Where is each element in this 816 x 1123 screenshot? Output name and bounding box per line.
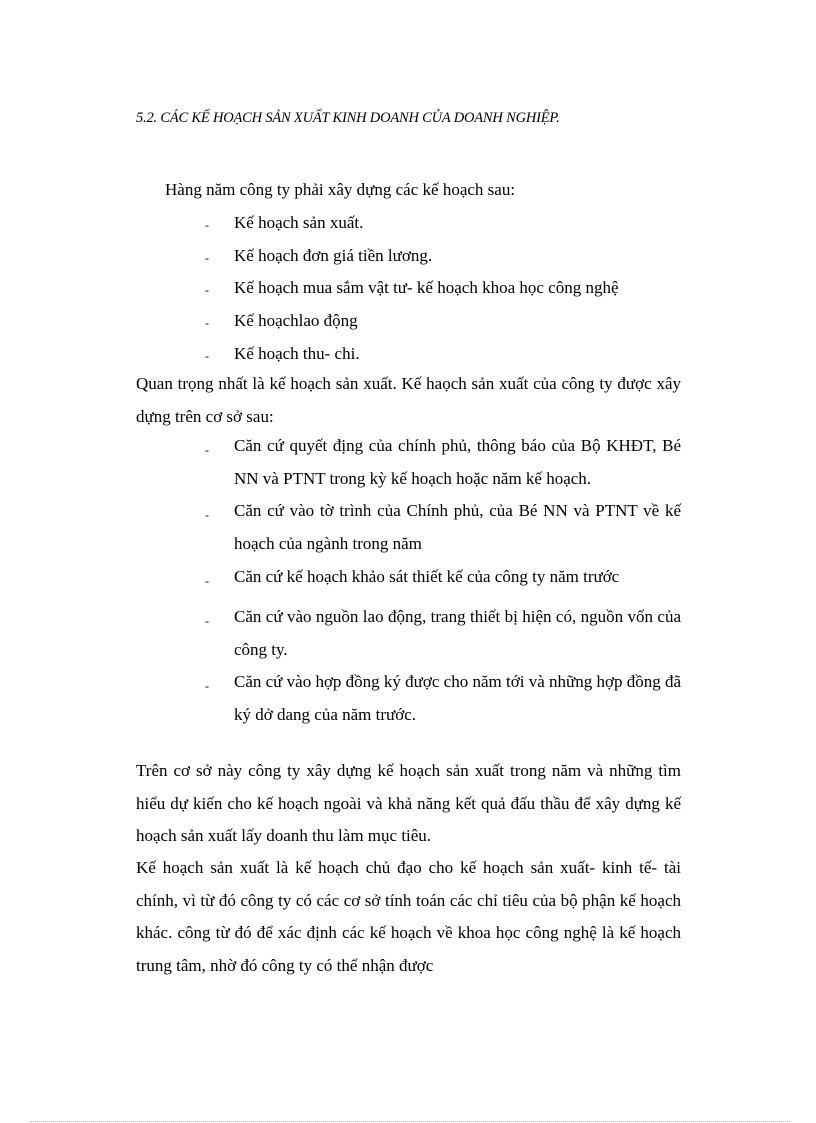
bullet-dash-icon: - — [205, 573, 209, 588]
bullet-dash-icon: - — [205, 218, 209, 232]
bullet-dash-icon: - — [205, 283, 209, 298]
paragraph-production-plan: Kế hoạch sản xuất là kế hoạch chủ đạo cho kế hoạch sản xuất- kinh tế- tài chính, vì từ đó công ty có các cơ sở tính toán các chỉ tiêu của bộ phận kế hoạch khác. công từ đó để xác định các kế hoạch về khoa học công nghệ là kế hoạch trung tâm, nhờ đó công ty có thể nhận được — [136, 858, 681, 976]
list-item-text: Căn cứ vào tờ trình của Chính phủ, của Bé NN và PTNT về kế hoạch của ngành trong năm — [234, 501, 681, 554]
list-item-text: Kế hoạchlao động — [234, 311, 358, 331]
paragraph-importance: Quan trọng nhất là kế hoạch sản xuất. Kế haọch sản xuất của công ty được xây dựng trên cơ sở sau: — [136, 374, 681, 426]
list-item — [205, 210, 619, 243]
list-item — [205, 243, 619, 276]
basis-list — [205, 430, 681, 732]
list-item-text: Căn cứ vào nguồn lao động, trang thiết bị hiện có, nguồn vốn của công ty. — [234, 606, 681, 659]
list-item — [205, 601, 681, 666]
page-bottom-divider — [30, 1121, 790, 1122]
list-item-text: Căn cứ quyết địng của chính phủ, thông báo của Bộ KHĐT, Bé NN và PTNT trong kỳ kế hoạch hoặc năm kế hoạch. — [234, 436, 681, 488]
section-heading: 5.2. CÁC KẾ HOẠCH SẢN XUẤT KINH DOANH CỦA DOANH NGHIỆP. — [136, 110, 560, 126]
intro-text: Hàng năm công ty phải xây dựng các kế hoạch sau: — [165, 180, 516, 199]
bullet-dash-icon: - — [205, 348, 209, 363]
list-item-text: Kế hoạch đơn giá tiền lương. — [234, 245, 433, 265]
list-item-text: Kế hoạch thu- chi. — [234, 343, 360, 363]
list-item-text: Căn cứ vào hợp đồng ký được cho năm tới và những hợp đồng đã ký dở dang của năm trước. — [234, 672, 681, 724]
bullet-dash-icon: - — [205, 316, 209, 331]
list-item — [205, 430, 681, 495]
list-item — [205, 275, 619, 308]
paragraph-basis-summary: Trên cơ sở này công ty xây dựng kế hoạch sản xuất trong năm và những tìm hiểu dự kiến cho kế hoạch ngoài và khả năng kết quả đấu thầu để xây dựng kế hoạch sản xuất lấy doanh thu làm mục tiêu. — [136, 761, 681, 846]
bullet-dash-icon: - — [205, 508, 209, 523]
bullet-dash-icon: - — [205, 250, 209, 265]
list-item-text: Căn cứ kế hoạch khảo sát thiết kế của công ty năm trước — [234, 566, 620, 586]
list-item — [205, 666, 681, 731]
list-item-text: Kế hoạch mua sắm vật tư- kế hoạch khoa học công nghệ — [234, 278, 619, 298]
list-item — [205, 308, 619, 341]
list-item — [205, 561, 681, 601]
bullet-dash-icon: - — [205, 679, 209, 694]
plan-list — [205, 210, 619, 373]
bullet-dash-icon: - — [205, 443, 209, 457]
list-item-text: Kế hoạch sản xuất. — [234, 213, 364, 232]
bullet-dash-icon: - — [205, 613, 209, 628]
list-item — [205, 495, 681, 560]
